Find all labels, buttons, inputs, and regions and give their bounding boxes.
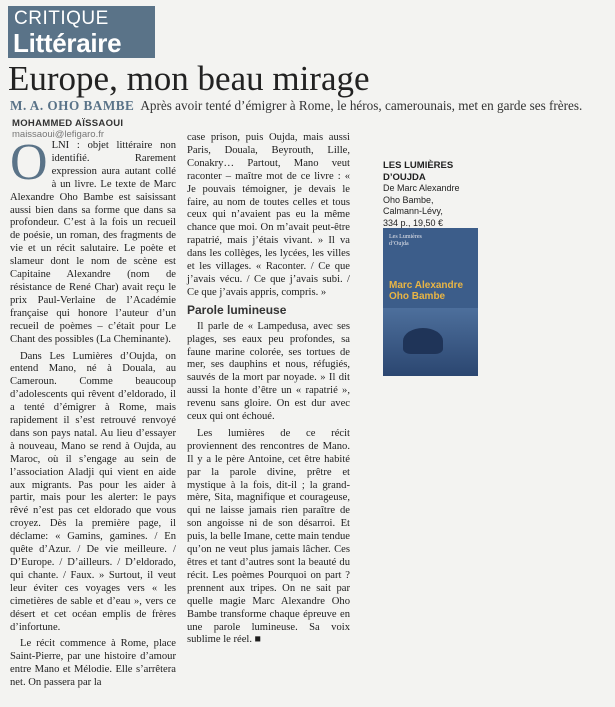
paragraph: Le récit commence à Rome, place Saint-Pierre, par une histoire d’amour entre Mano et Mélodie. Elle s’arrêtera net. On passera par la (10, 638, 176, 689)
rubric-line1: CRITIQUE (14, 8, 109, 29)
signature-email[interactable]: maissaoui@lefigaro.fr (12, 129, 105, 140)
book-info (383, 160, 483, 229)
paragraph: Il parle de « Lampedusa, avec ses plages, ses eaux peu profondes, sa faune marine colorée, ses tortues de mer, ses dauphins et nous, réfugiés, sauvés de la mort par noyade. » Il dit aussi la honte d’être un « rapatrié », revenu sans gloire. On est dur avec ceux qui ont échoué. (187, 320, 350, 423)
column-2 (187, 132, 350, 651)
paragraph: Les lumières de ce récit proviennent des rencontres de Mano. Il y a le père Antoine, cet être habité par la parole divine, prêtre et mystique à la fois, dit-il ; la grand-mère, Sita, magnifique et courageuse, qui ne laisse jamais rien paraître de son angoisse ni de son désarroi. Et puis, la belle Imane, cette main tendue qu’on ne veut plus jamais lâcher. Ces êtres et tant d’autres sont la beauté du récit. Les poèmes Pourquoi on part ? prennent aux tripes. On ne sait par quelle magie Marc Alexandre Oho Bambe transforme chaque épreuve en une parole lumineuse. Sa voix sublime le réel. ■ (187, 427, 350, 646)
rubric-line2: Littéraire (13, 28, 122, 58)
book-title-line2: D’OUJDA (383, 171, 426, 183)
headline: Europe, mon beau mirage (8, 59, 370, 98)
book-info-line: De Marc Alexandre (383, 183, 460, 193)
rubric-badge (8, 6, 155, 58)
drop-cap: O (10, 134, 48, 191)
cover-illustration (383, 308, 478, 376)
book-author: M. A. OHO BAMBE (10, 98, 135, 113)
book-info-line: Calmann-Lévy, (383, 206, 443, 216)
book-info-line: Oho Bambe, (383, 194, 434, 205)
paragraph: OLNI : objet littéraire non identifié. Rarement expression aura autant collé à un livre. Le texte de Marc Alexandre Oho Bambe est saisissant aussi bien dans sa forme que dans sa profondeur. C’est à la fois un recueil de poésie, un roman, des fragments de vie et un récit salutaire. Le poète et slameur dont le nom de scène est Capitaine Alexandre (nom de résistance de René Char) avait reçu le prix Paul-Verlaine de l’Académie française qui honore l’auteur d’un recueil de poèmes – c’était pour Le Chant des possibles (La Cheminante). (10, 134, 176, 345)
deck: Après avoir tenté d’émigrer à Rome, le héros, camerounais, met en garde ses frères. (140, 98, 583, 113)
paragraph: case prison, puis Oujda, mais aussi Paris, Douala, Beyrouth, Lille, Conakry… Partout, Mano veut raconter – maître mot de ce livre : « Je pouvais témoigner, je devais le faire, au nom de toutes celles et tous ceux qui n’avaient pas eu la même chance que moi. On m’avait peut-être rapatrié, mais j’étais vivant. » Il va dans les collèges, les lycées, les villes et les villages. « Raconter. / Ce que j’avais vécu. / Ce que j’avais subi. / Ce que j’avais appris, compris. » (187, 132, 350, 298)
book-title-line1: LES LUMIÈRES (383, 160, 454, 171)
byline (10, 98, 610, 114)
signature-name: MOHAMMED AÏSSAOUI (12, 118, 124, 129)
paragraph: Dans Les Lumières d’Oujda, on entend Mano, né à Douala, au Cameroun. Comme beaucoup d’adolescents qui rêvent d’eldorado, il a tenté d’émigrer à Rome, mais rapidement il s’est retrouvé renvoyé dans son pays natal. Au lieu d’essayer à nouveau, Mano se rend à Oujda, au Maroc, où il s’engage au sein de l’association Aladji qui vient en aide aux migrants. Pas pour les aider à partir, mais pour les alerter: le pays rêvé n’est pas cet eldorado que vous croyez. Dès la première page, il déclame: « Gamins, gamines. / En quête d’Azur. / De vie meilleure. / D’Europe. / D’ailleurs. / D’eldorado, qui chante. / Faux. » Surtout, il veut leur éviter ces voyages vers « les cimetières de sable et d’eau », vers ce désert et cet océan emplis de frères d’infortune. (10, 350, 176, 633)
cover-title: Les Lumières d’Oujda (389, 234, 422, 247)
cover-author: Marc Alexandre Oho Bambe (389, 280, 464, 302)
subheading: Parole lumineuse (187, 302, 287, 317)
book-info-line: 334 p., 19,50 € (383, 217, 444, 228)
book-cover (383, 228, 478, 376)
